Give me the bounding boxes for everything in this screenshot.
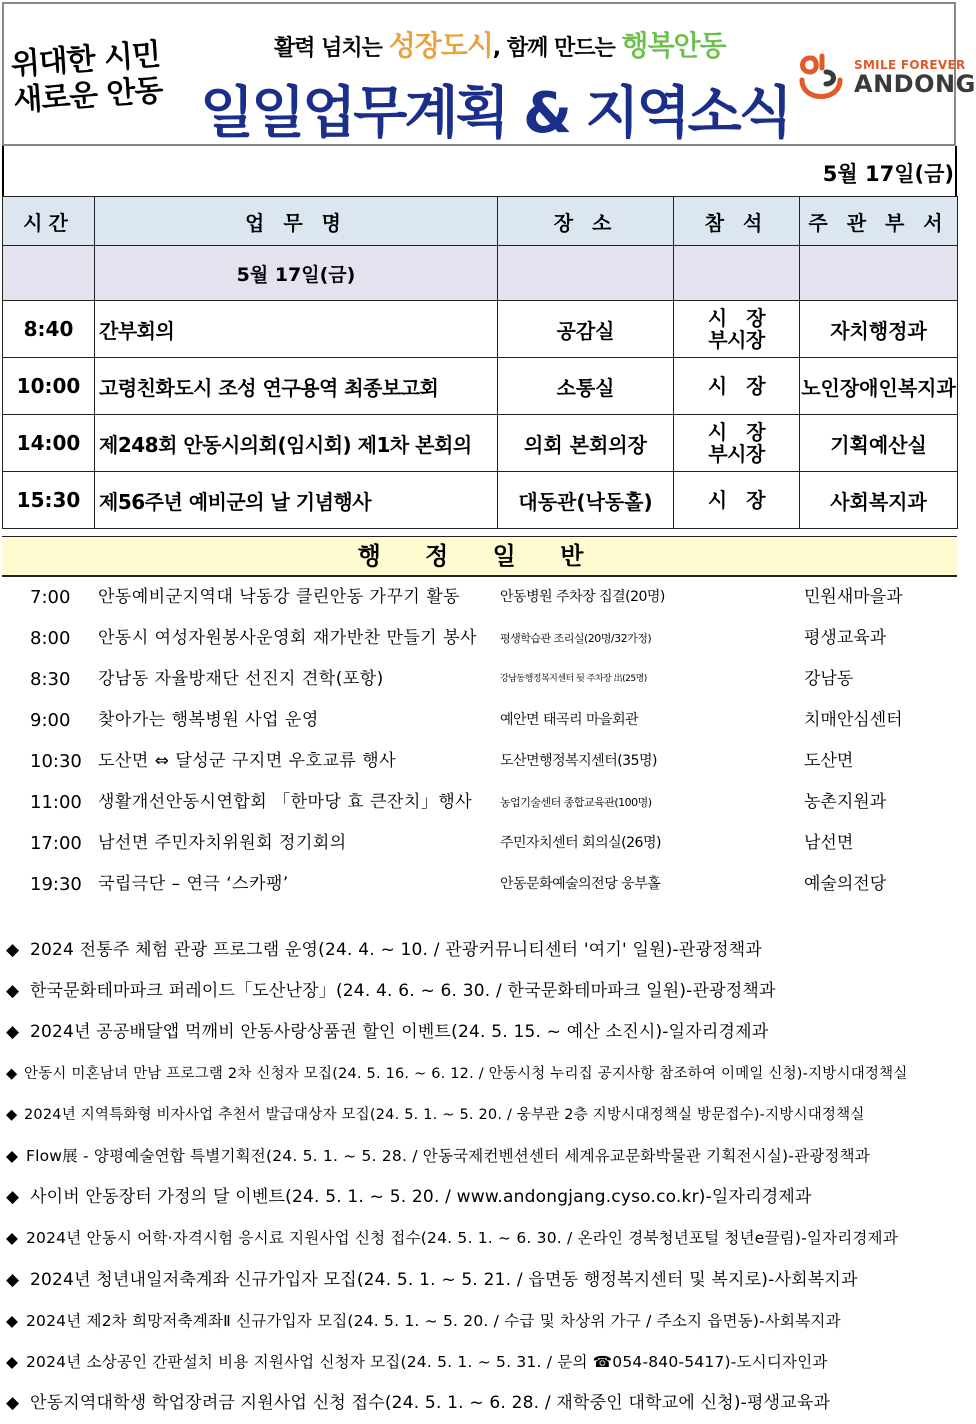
notice-text: 2024 전통주 체험 관광 프로그램 운영(24. 4. ~ 10. / 관광커뮤니티센터 '여기' 일원)-관광정책과 [30,940,762,960]
notice-text: Flow展 - 양평예술연합 특별기획전(24. 5. 1. ~ 5. 28. / 안동국제컨벤션센터 세계유교문화박물관 기획전시실)-관광정책과 [26,1146,870,1165]
logo-text-andong: ANDONG [854,70,976,98]
notice-list [0,930,960,1424]
diamond-bullet-icon: ◆ [6,1065,18,1082]
event-dept: 기획예산실 [800,415,958,472]
diamond-bullet-icon: ◆ [6,1146,19,1165]
general-dept: 강남동 [804,669,854,689]
event-task: 제56주년 예비군의 날 기념행사 [95,472,498,529]
diamond-bullet-icon: ◆ [6,1187,20,1208]
general-dept: 도산면 [804,751,854,771]
schedule-date: 5월 17일(금) [95,246,498,301]
notice-item [0,1342,960,1383]
diamond-bullet-icon: ◆ [6,1106,18,1123]
page-header [2,2,976,146]
event-task: 고령친화도시 조성 연구용역 최종보고회 [95,358,498,415]
col-header-task: 업 무 명 [95,197,498,246]
notice-item [0,1054,960,1095]
attendee: 부시장 [708,328,765,352]
event-place: 소통실 [498,358,674,415]
diamond-bullet-icon: ◆ [6,1311,19,1330]
general-place: 주민자치센터 회의실(26명) [500,835,661,851]
diamond-bullet-icon: ◆ [6,1269,20,1290]
notice-item [0,930,960,971]
event-place: 대동관(낙동홀) [498,472,674,529]
notice-item [0,1260,960,1301]
schedule-row [3,415,958,472]
notice-item [0,971,960,1012]
general-item [0,823,960,864]
tagline-part1: 활력 넘치는 [274,36,389,61]
slogan-left-line1: 위대한 시민 [9,37,162,83]
event-attendees [674,415,800,472]
general-time: 8:30 [30,669,71,690]
tagline [274,24,726,64]
general-place: 예안면 태곡리 마을회관 [500,712,639,728]
slogan-left [10,37,175,120]
andong-logo [796,50,976,110]
event-place: 공감실 [498,301,674,358]
schedule-row [3,472,958,529]
general-dept: 농촌지원과 [804,792,887,812]
general-time: 9:00 [30,710,71,731]
col-header-attend: 참 석 [674,197,800,246]
general-task: 찾아가는 행복병원 사업 운영 [98,710,319,730]
general-item [0,782,960,823]
general-dept: 민원새마을과 [804,587,903,607]
event-task: 간부회의 [95,301,498,358]
general-place: 농업기술센터 종합교육관(100명) [500,796,652,809]
general-time: 11:00 [30,792,82,813]
diamond-bullet-icon: ◆ [6,940,20,960]
event-time: 14:00 [3,415,95,472]
general-item [0,577,960,618]
general-place: 안동문화예술의전당 웅부홀 [500,876,661,892]
andong-logo-icon [796,50,846,106]
frame-left [2,146,4,196]
diamond-bullet-icon: ◆ [6,981,20,1002]
notice-item [0,1012,960,1053]
date-row-empty [674,246,800,301]
event-task: 제248회 안동시의회(임시회) 제1차 본회의 [95,415,498,472]
notice-text: 안동시 미혼남녀 만남 프로그램 2차 신청자 모집(24. 5. 16. ~ 6. 12. / 안동시청 누리집 공지사항 참조하여 이메일 신청)-지방시대정책실 [24,1065,908,1082]
attendee: 시 장 [707,306,766,330]
general-place: 평생학습관 조리실(20명/32가정) [500,632,652,645]
general-time: 19:30 [30,874,82,895]
general-time: 10:30 [30,751,82,772]
diamond-bullet-icon: ◆ [6,1352,19,1371]
general-item [0,741,960,782]
attendee: 시 장 [707,374,766,398]
notice-text: 2024년 안동시 어학·자격시험 응시료 지원사업 신청 접수(24. 5. 1. ~ 6. 30. / 온라인 경북청년포털 청년e끌림)-일자리경제과 [26,1229,898,1248]
general-task: 생활개선안동시연합회 「한마당 효 큰잔치」행사 [98,792,473,812]
general-dept: 남선면 [804,833,854,853]
schedule-table [2,196,958,529]
attendee: 부시장 [708,442,765,466]
general-item [0,864,960,905]
col-header-time: 시간 [3,197,95,246]
attendee: 시 장 [707,488,766,512]
event-dept: 노인장애인복지과 [800,358,958,415]
general-dept: 예술의전당 [804,874,887,894]
diamond-bullet-icon: ◆ [6,1229,19,1248]
general-list [0,577,960,905]
date-row-empty [498,246,674,301]
date-row-empty [800,246,958,301]
general-dept: 치매안심센터 [804,710,903,730]
notice-item [0,1301,960,1342]
notice-item [0,1177,960,1218]
general-time: 8:00 [30,628,71,649]
slogan-left-line2: 새로운 안동 [12,73,164,119]
tagline-growth: 성장도시 [388,29,493,62]
diamond-bullet-icon: ◆ [6,1022,20,1043]
event-attendees [674,301,800,358]
logo-text-smile: SMILE FOREVER [854,58,966,72]
event-dept: 사회복지과 [800,472,958,529]
event-attendees [674,358,800,415]
general-time: 7:00 [30,587,71,608]
diamond-bullet-icon: ◆ [6,1393,20,1414]
notice-text: 2024년 공공배달앱 먹깨비 안동사랑상품권 할인 이벤트(24. 5. 15. ~ 예산 소진시)-일자리경제과 [30,1022,769,1043]
general-task: 강남동 자율방재단 선진지 견학(포항) [98,669,384,689]
general-section-title: 행 정 일 반 [2,536,957,577]
notice-item [0,1136,960,1177]
general-place: 안동병원 주차장 집결(20명) [500,589,665,605]
notice-text: 안동지역대학생 학업장려금 지원사업 신청 접수(24. 5. 1. ~ 6. 28. / 재학중인 대학교에 신청)-평생교육과 [30,1393,831,1414]
general-place: 강남동행정복지센터 뒷 주차장 出(25명) [500,674,647,684]
tagline-happy: 행복안동 [621,29,726,62]
event-place: 의회 본회의장 [498,415,674,472]
notice-text: 2024년 제2차 희망저축계좌Ⅱ 신규가입자 모집(24. 5. 1. ~ 5. 20. / 수급 및 차상위 가구 / 주소지 읍면동)-사회복지과 [26,1311,841,1330]
general-task: 안동시 여성자원봉사운영회 재가반찬 만들기 봉사 [98,628,477,648]
event-attendees [674,472,800,529]
general-place: 도산면행정복지센터(35명) [500,753,657,769]
general-item [0,700,960,741]
schedule-header-row [3,197,958,246]
event-time: 8:40 [3,301,95,358]
col-header-place: 장 소 [498,197,674,246]
notice-text: 2024년 소상공인 간판설치 비용 지원사업 신청자 모집(24. 5. 1. ~ 5. 31. / 문의 ☎054-840-5417)-도시디자인과 [26,1352,828,1371]
date-label: 5월 17일(금) [822,162,954,186]
event-dept: 자치행정과 [800,301,958,358]
col-header-dept: 주 관 부 서 [800,197,958,246]
frame-right [955,146,957,196]
notice-text: 한국문화테마파크 퍼레이드「도산난장」(24. 4. 6. ~ 6. 30. / 한국문화테마파크 일원)-관광정책과 [30,981,776,1002]
notice-text: 2024년 지역특화형 비자사업 추천서 발급대상자 모집(24. 5. 1. ~ 5. 20. / 웅부관 2층 지방시대정책실 방문접수)-지방시대정책실 [24,1106,865,1123]
page-title: 일일업무계획 & 지역소식 [200,81,790,146]
notice-text: 사이버 안동장터 가정의 달 이벤트(24. 5. 1. ~ 5. 20. / www.andongjang.cyso.co.kr)-일자리경제과 [30,1187,812,1208]
date-row-empty [3,246,95,301]
general-dept: 평생교육과 [804,628,887,648]
event-time: 10:00 [3,358,95,415]
general-task: 안동예비군지역대 낙동강 클린안동 가꾸기 활동 [98,587,461,607]
general-task: 도산면 ⇔ 달성군 구지면 우호교류 행사 [98,751,397,771]
schedule-row [3,301,958,358]
general-time: 17:00 [30,833,82,854]
general-task: 국립극단 – 연극 ‘스카팽’ [98,874,289,894]
schedule-row [3,358,958,415]
general-item [0,618,960,659]
notice-item [0,1218,960,1259]
tagline-part2: , 함께 만드는 [492,36,622,61]
general-task: 남선면 주민자치위원회 정기회의 [98,833,347,853]
notice-item [0,1383,960,1424]
notice-text: 2024년 청년내일저축계좌 신규가입자 모집(24. 5. 1. ~ 5. 21. / 읍면동 행정복지센터 및 복지로)-사회복지과 [30,1269,858,1290]
schedule-date-row [3,246,958,301]
notice-item [0,1095,960,1136]
general-item [0,659,960,700]
event-time: 15:30 [3,472,95,529]
attendee: 시 장 [707,420,766,444]
